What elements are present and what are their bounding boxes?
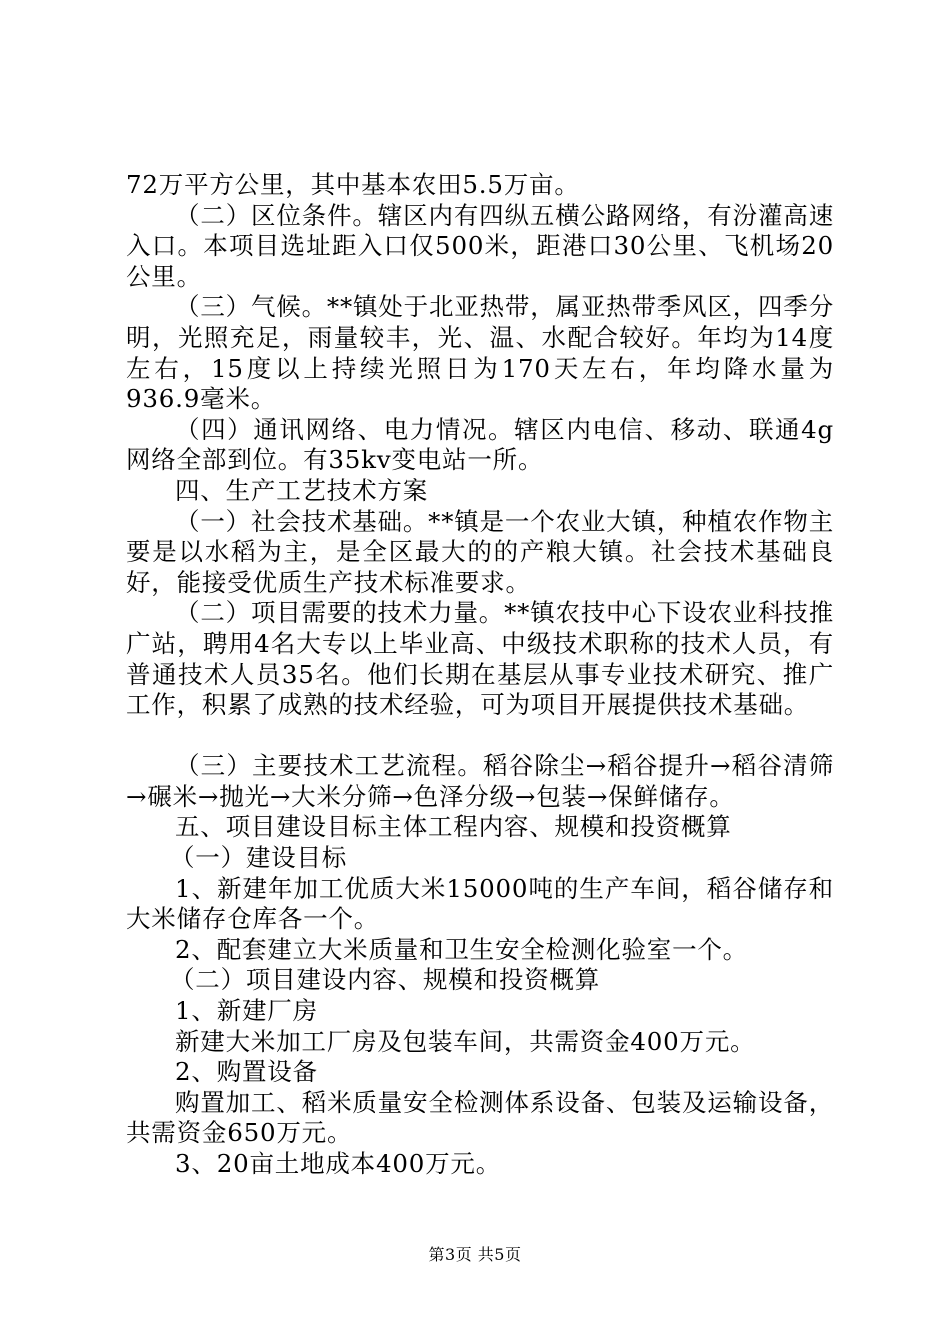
paragraph-climate: （三）气候。**镇处于北亚热带，属亚热带季风区，四季分明，光照充足，雨量较丰，光、温、水配合较好。年均为14度左右，15度以上持续光照日为170天左右，年均降水量为936.9毫米。 [126, 292, 834, 414]
paragraph-process-flow: （三）主要技术工艺流程。稻谷除尘→稻谷提升→稻谷清筛→碾米→抛光→大米分筛→色泽分级→包装→保鲜储存。 [126, 751, 834, 811]
subheading-build-content: （二）项目建设内容、规模和投资概算 [170, 965, 601, 995]
paragraph-area-continuation: 72万平方公里，其中基本农田5.5万亩。 [126, 170, 580, 199]
document-body [126, 170, 834, 1180]
paragraph-location: （二）区位条件。辖区内有四纵五横公路网络，有汾灌高速入口。本项目选址距入口仅500米，距港口30公里、飞机场20公里。 [126, 200, 834, 291]
paragraph-goal-2: 2、配套建立大米质量和卫生安全检测化验室一个。 [175, 934, 748, 964]
paragraph-equipment: 购置加工、稻米质量安全检测体系设备、包装及运输设备，共需资金650万元。 [126, 1087, 834, 1148]
page-footer: 第3页 共5页 [428, 1245, 522, 1264]
subheading-build-goal: （一）建设目标 [170, 843, 348, 873]
section-heading-5: 五、项目建设目标主体工程内容、规模和投资概算 [175, 812, 732, 842]
section-heading-4: 四、生产工艺技术方案 [175, 475, 428, 505]
item-equipment: 2、购置设备 [175, 1057, 318, 1087]
item-land-cost: 3、20亩土地成本400万元。 [175, 1149, 502, 1178]
paragraph-goal-1: 1、新建年加工优质大米15000吨的生产车间，稻谷储存和大米储存仓库各一个。 [126, 873, 834, 934]
paragraph-network-power: （四）通讯网络、电力情况。辖区内电信、移动、联通4g网络全部到位。有35kv变电站一所。 [126, 414, 834, 475]
item-new-plant: 1、新建厂房 [175, 996, 318, 1026]
paragraph-tech-force: （二）项目需要的技术力量。**镇农技中心下设农业科技推广站，聘用4名大专以上毕业高、中级技术职称的技术人员，有普通技术人员35名。他们长期在基层从事专业技术研究、推广工作，积累了成熟的技术经验，可为项目开展提供技术基础。 [126, 598, 834, 720]
paragraph-new-plant: 新建大米加工厂房及包装车间，共需资金400万元。 [175, 1026, 756, 1056]
paragraph-social-tech-base: （一）社会技术基础。**镇是一个农业大镇，种植农作物主要是以水稻为主，是全区最大的的产粮大镇。社会技术基础良好，能接受优质生产技术标准要求。 [126, 506, 834, 597]
